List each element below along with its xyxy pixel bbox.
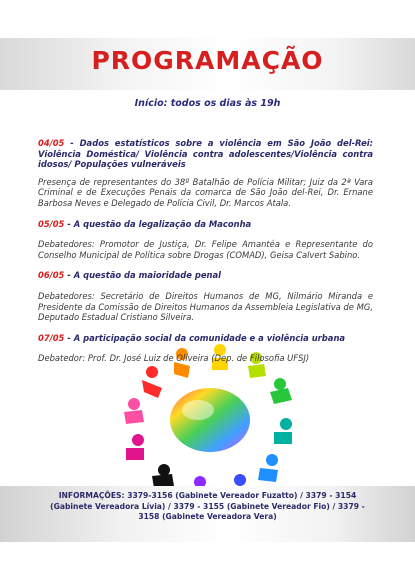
program-item-3-heading: 06/05 - A questão da maioridade penal: [38, 270, 221, 281]
program-item-2-heading: 05/05 - A questão da legalização da Maconha: [38, 218, 252, 229]
program-item-1-title: Dados estatísticos sobre a violência em São João del-Rei: Violência Doméstica/ Violência contra adolescentes/Violência contra idosos/ Populações vulneráveis: [38, 138, 373, 170]
program-content: [38, 138, 373, 364]
contact-info: INFORMAÇÕES: 3379-3156 (Gabinete Vereador Fuzatto) / 3379 - 3154 (Gabinete Vereadora Lívia) / 3379 - 3155 (Gabinete Vereador Fio) / 3379 - 3158 (Gabinete Vereadora Vera): [50, 491, 365, 521]
program-item-4-date: 07/05: [38, 332, 65, 343]
program-item-1-description: Presença de representantes do 38º Batalhão de Polícia Militar; Juiz da 2ª Vara Criminal e de Execuções Penais da comarca de São João del-Rei, Dr. Ernane Barbosa Neves e Delegado de Polícia Civil, Dr. Marcos Atala.: [38, 176, 373, 208]
page-title: PROGRAMAÇÃO: [91, 46, 324, 75]
program-item-1-date: 04/05: [38, 138, 65, 148]
program-item-1-heading: 04/05 - Dados estatísticos sobre a violência em São João del-Rei: Violência Doméstica/ Violência contra adolescentes/Violência contra idosos/ Populações vulneráveis: [38, 138, 373, 170]
program-item-4-title: A participação social da comunidade e a violência urbana: [73, 332, 346, 343]
program-item-3-title: A questão da maioridade penal: [73, 270, 221, 281]
program-item-2-description: Debatedores: Promotor de Justiça, Dr. Felipe Amantéa e Representante do Conselho Municipal de Política sobre Drogas (COMAD), Geisa Calvert Sabino.: [38, 239, 373, 260]
program-item-3-description: Debatedores: Secretário de Direitos Humanos de MG, Nilmário Miranda e Presidente da Comissão de Direitos Humanos da Assembleia Legislativa de MG, Deputado Estadual Cristiano Silveira.: [38, 290, 373, 323]
program-item-4-heading: 07/05 - A participação social da comunidade e a violência urbana: [38, 332, 346, 343]
program-item-4-description: Debatedor: Prof. Dr. José Luiz de Oliveira (Dep. de Filosofia UFSJ): [38, 353, 310, 364]
program-item-2-date: 05/05: [38, 218, 65, 229]
program-item-2-title: A questão da legalização da Maconha: [73, 218, 252, 229]
schedule-subtitle: Início: todos os dias às 19h: [134, 98, 281, 109]
program-item-3-date: 06/05: [38, 270, 65, 281]
